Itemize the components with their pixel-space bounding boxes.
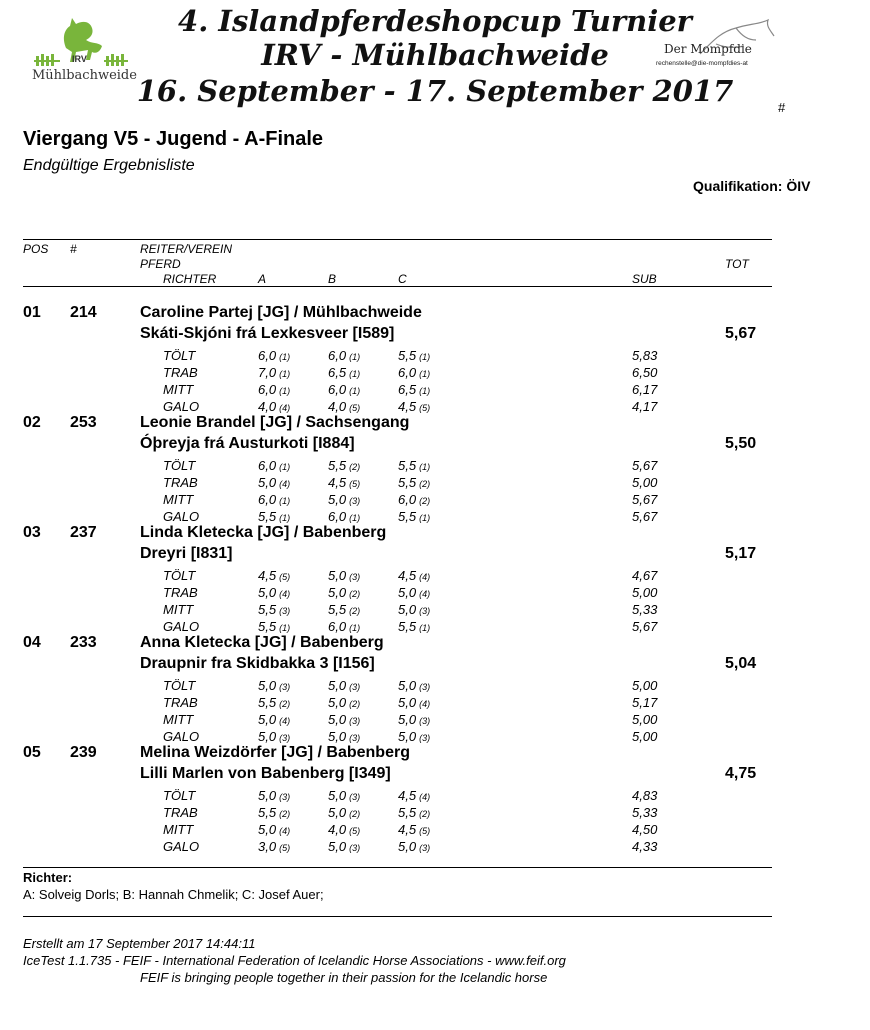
gait-score-c <box>398 788 430 803</box>
judge-rank: (1) <box>419 369 431 379</box>
gait-score-b <box>328 475 360 490</box>
gait-score-a <box>258 399 290 414</box>
judge-score: 5,0 <box>398 678 417 693</box>
judge-score: 4,5 <box>398 568 417 583</box>
gait-score-c <box>398 729 430 744</box>
result-num: 233 <box>70 634 97 651</box>
judge-score: 4,5 <box>258 568 277 583</box>
judges-label: Richter: <box>23 870 73 885</box>
judge-score: 6,0 <box>328 348 347 363</box>
result-rider: Leonie Brandel [JG] / Sachsengang <box>140 414 410 431</box>
judge-score: 4,0 <box>258 399 277 414</box>
judge-rank: (4) <box>419 699 431 709</box>
gait-score-b <box>328 585 360 600</box>
judge-score: 5,0 <box>398 712 417 727</box>
judge-score: 6,0 <box>328 509 347 524</box>
gait-score-a <box>258 492 290 507</box>
gait-score-b <box>328 382 360 397</box>
judge-rank: (2) <box>419 496 431 506</box>
gait-sub: 5,00 <box>632 475 658 490</box>
judge-rank: (1) <box>279 369 291 379</box>
judge-rank: (4) <box>419 572 431 582</box>
judge-score: 4,5 <box>398 399 417 414</box>
judge-rank: (5) <box>279 572 291 582</box>
gait-name: TRAB <box>163 805 198 820</box>
judge-score: 4,5 <box>398 788 417 803</box>
gait-score-a <box>258 678 290 693</box>
gait-score-c <box>398 458 430 473</box>
judge-score: 5,0 <box>398 695 417 710</box>
judge-rank: (1) <box>349 623 361 633</box>
judge-score: 6,0 <box>328 382 347 397</box>
result-num: 214 <box>70 304 97 321</box>
judge-score: 5,0 <box>258 822 277 837</box>
judge-score: 5,5 <box>258 805 277 820</box>
judge-score: 6,0 <box>398 365 417 380</box>
judge-rank: (3) <box>279 792 291 802</box>
judge-score: 5,5 <box>398 348 417 363</box>
judge-rank: (4) <box>419 792 431 802</box>
judge-score: 5,5 <box>258 509 277 524</box>
gait-score-b <box>328 712 360 727</box>
gait-score-a <box>258 839 290 854</box>
judge-score: 5,0 <box>328 712 347 727</box>
result-pos: 04 <box>23 634 41 651</box>
gait-score-a <box>258 602 290 617</box>
gait-score-b <box>328 839 360 854</box>
result-total: 4,75 <box>725 765 757 782</box>
judge-score: 5,0 <box>398 585 417 600</box>
gait-score-a <box>258 509 290 524</box>
result-pos: 01 <box>23 304 41 321</box>
judge-rank: (2) <box>349 462 361 472</box>
judge-score: 5,5 <box>328 458 347 473</box>
gait-score-a <box>258 822 290 837</box>
result-pos: 03 <box>23 524 41 541</box>
results-end-rule <box>23 867 772 868</box>
gait-score-c <box>398 839 430 854</box>
judge-score: 5,0 <box>258 788 277 803</box>
gait-score-a <box>258 695 290 710</box>
judge-score: 5,5 <box>258 619 277 634</box>
judge-rank: (2) <box>349 589 361 599</box>
gait-name: TÖLT <box>163 788 196 803</box>
judge-rank: (5) <box>349 479 361 489</box>
judge-score: 6,0 <box>258 348 277 363</box>
logo-left-name: Mühlbachweide <box>32 68 137 83</box>
judge-rank: (4) <box>279 716 291 726</box>
judge-rank: (5) <box>349 403 361 413</box>
result-rider: Melina Weizdörfer [JG] / Babenberg <box>140 744 410 761</box>
hash-mark: # <box>778 100 786 115</box>
gait-score-b <box>328 509 360 524</box>
header-top-rule <box>23 239 772 240</box>
gait-score-c <box>398 822 430 837</box>
judge-score: 5,0 <box>398 839 417 854</box>
judge-rank: (2) <box>349 809 361 819</box>
gait-score-b <box>328 365 360 380</box>
judge-score: 6,0 <box>398 492 417 507</box>
gait-sub: 5,67 <box>632 619 658 634</box>
event-date-line: 16. September - 17. September 2017 <box>136 74 734 108</box>
col-c: C <box>398 272 407 286</box>
judge-rank: (3) <box>419 606 431 616</box>
gait-score-b <box>328 695 360 710</box>
gait-sub: 6,50 <box>632 365 658 380</box>
result-rider: Caroline Partej [JG] / Mühlbachweide <box>140 304 422 321</box>
judge-score: 5,0 <box>328 788 347 803</box>
gait-score-c <box>398 382 430 397</box>
logo-left-abbr: IRV <box>72 54 87 64</box>
gait-score-b <box>328 348 360 363</box>
col-num: # <box>70 242 77 256</box>
gait-sub: 5,67 <box>632 458 658 473</box>
result-rider: Linda Kletecka [JG] / Babenberg <box>140 524 387 541</box>
judge-score: 6,5 <box>328 365 347 380</box>
result-total: 5,04 <box>725 655 757 672</box>
gait-sub: 4,83 <box>632 788 658 803</box>
judge-score: 4,5 <box>398 822 417 837</box>
gait-sub: 5,00 <box>632 729 658 744</box>
judge-score: 6,5 <box>398 382 417 397</box>
gait-name: TRAB <box>163 695 198 710</box>
page-subtitle: Endgültige Ergebnisliste <box>23 157 195 174</box>
judge-score: 5,0 <box>258 712 277 727</box>
judge-rank: (1) <box>419 513 431 523</box>
judge-score: 5,0 <box>328 729 347 744</box>
judge-score: 5,0 <box>328 568 347 583</box>
result-num: 237 <box>70 524 97 541</box>
gait-score-a <box>258 729 290 744</box>
judge-rank: (1) <box>419 386 431 396</box>
result-horse: Óþreyja frá Austurkoti [I884] <box>140 435 355 452</box>
gait-name: MITT <box>163 602 194 617</box>
judge-rank: (3) <box>349 716 361 726</box>
judge-rank: (1) <box>279 496 291 506</box>
logo-muehlbachweide <box>30 8 135 88</box>
judge-rank: (3) <box>279 682 291 692</box>
gait-sub: 4,33 <box>632 839 658 854</box>
gait-sub: 6,17 <box>632 382 658 397</box>
judge-rank: (1) <box>279 386 291 396</box>
col-horse: PFERD <box>140 257 181 271</box>
judge-score: 5,5 <box>398 475 417 490</box>
gait-sub: 5,17 <box>632 695 658 710</box>
gait-name: TÖLT <box>163 678 196 693</box>
judge-score: 5,0 <box>258 729 277 744</box>
gait-score-c <box>398 492 430 507</box>
judge-rank: (3) <box>419 843 431 853</box>
judge-rank: (1) <box>279 623 291 633</box>
judge-rank: (2) <box>419 809 431 819</box>
gait-name: MITT <box>163 822 194 837</box>
qualification-label: Qualifikation: ÖIV <box>693 178 811 194</box>
gait-score-b <box>328 805 360 820</box>
gait-name: GALO <box>163 509 200 524</box>
gait-name: GALO <box>163 729 200 744</box>
judge-score: 6,0 <box>258 492 277 507</box>
gait-score-c <box>398 509 430 524</box>
col-judge: RICHTER <box>163 272 217 286</box>
judge-rank: (1) <box>349 352 361 362</box>
header-bottom-rule <box>23 286 772 287</box>
gait-score-c <box>398 348 430 363</box>
col-tot: TOT <box>725 257 749 271</box>
gait-sub: 5,33 <box>632 602 658 617</box>
judge-rank: (1) <box>349 513 361 523</box>
result-num: 239 <box>70 744 97 761</box>
gait-score-b <box>328 602 360 617</box>
gait-score-b <box>328 729 360 744</box>
judge-score: 4,5 <box>328 475 347 490</box>
footer-slogan: FEIF is bringing people together in their passion for the Icelandic horse <box>140 970 548 985</box>
gait-score-a <box>258 348 290 363</box>
judge-score: 5,0 <box>258 585 277 600</box>
gait-score-a <box>258 788 290 803</box>
gait-name: MITT <box>163 492 194 507</box>
judge-rank: (2) <box>349 699 361 709</box>
page-title: Viergang V5 - Jugend - A-Finale <box>23 128 324 150</box>
gait-score-c <box>398 805 430 820</box>
judge-rank: (1) <box>419 352 431 362</box>
judge-rank: (5) <box>279 843 291 853</box>
judge-rank: (3) <box>349 572 361 582</box>
judge-score: 5,0 <box>398 729 417 744</box>
gait-score-b <box>328 822 360 837</box>
judge-score: 6,0 <box>258 458 277 473</box>
gait-sub: 4,50 <box>632 822 658 837</box>
judge-rank: (3) <box>419 716 431 726</box>
gait-sub: 5,00 <box>632 585 658 600</box>
result-num: 253 <box>70 414 97 431</box>
gait-sub: 5,00 <box>632 678 658 693</box>
gait-name: TRAB <box>163 365 198 380</box>
gait-score-c <box>398 619 430 634</box>
judge-score: 5,0 <box>328 678 347 693</box>
footer-created: Erstellt am 17 September 2017 14:44:11 <box>23 936 256 951</box>
result-total: 5,17 <box>725 545 757 562</box>
judge-score: 5,0 <box>328 492 347 507</box>
judge-score: 5,0 <box>328 585 347 600</box>
judge-rank: (3) <box>419 682 431 692</box>
judge-rank: (3) <box>349 682 361 692</box>
judge-score: 6,0 <box>258 382 277 397</box>
logo-right-email: rechenstelle@die-mompfdies-at <box>656 60 748 67</box>
gait-score-c <box>398 475 430 490</box>
judge-rank: (5) <box>349 826 361 836</box>
judge-rank: (4) <box>279 403 291 413</box>
gait-score-c <box>398 695 430 710</box>
result-total: 5,50 <box>725 435 757 452</box>
judge-rank: (1) <box>279 513 291 523</box>
judge-score: 5,5 <box>398 509 417 524</box>
logo-right-name: Der Mompfdie <box>664 42 752 56</box>
gait-name: MITT <box>163 382 194 397</box>
event-title-line-2: IRV - Mühlbachweide <box>261 38 609 72</box>
judge-rank: (1) <box>279 352 291 362</box>
judge-score: 5,5 <box>258 695 277 710</box>
gait-sub: 4,67 <box>632 568 658 583</box>
col-sub: SUB <box>632 272 657 286</box>
judge-rank: (4) <box>279 589 291 599</box>
gait-score-c <box>398 712 430 727</box>
judge-rank: (3) <box>279 606 291 616</box>
judges-list: A: Solveig Dorls; B: Hannah Chmelik; C: Josef Auer; <box>23 887 324 902</box>
result-horse: Lilli Marlen von Babenberg [I349] <box>140 765 391 782</box>
judge-rank: (4) <box>279 826 291 836</box>
col-a: A <box>258 272 267 286</box>
gait-score-b <box>328 492 360 507</box>
gait-sub: 5,33 <box>632 805 658 820</box>
judge-rank: (1) <box>419 462 431 472</box>
judge-score: 5,5 <box>398 619 417 634</box>
gait-score-a <box>258 382 290 397</box>
judge-score: 5,5 <box>398 458 417 473</box>
gait-name: TÖLT <box>163 348 196 363</box>
gait-sub: 5,67 <box>632 509 658 524</box>
judge-rank: (3) <box>419 733 431 743</box>
gait-score-a <box>258 619 290 634</box>
gait-score-b <box>328 678 360 693</box>
judge-score: 5,0 <box>328 839 347 854</box>
judge-score: 3,0 <box>258 839 277 854</box>
gait-name: MITT <box>163 712 194 727</box>
judge-rank: (2) <box>279 809 291 819</box>
judge-score: 5,0 <box>258 475 277 490</box>
judge-rank: (3) <box>349 733 361 743</box>
gait-sub: 5,83 <box>632 348 658 363</box>
gait-score-b <box>328 399 360 414</box>
gait-score-a <box>258 712 290 727</box>
col-rider: REITER/VEREIN <box>140 242 233 256</box>
judge-rank: (1) <box>349 369 361 379</box>
gait-score-b <box>328 619 360 634</box>
gait-score-c <box>398 585 430 600</box>
gait-score-c <box>398 568 430 583</box>
gait-name: TÖLT <box>163 568 196 583</box>
gait-name: GALO <box>163 399 200 414</box>
col-pos: POS <box>23 242 49 256</box>
gait-score-c <box>398 399 430 414</box>
gait-score-a <box>258 585 290 600</box>
gait-score-a <box>258 568 290 583</box>
logo-der-mompfdie <box>652 18 780 82</box>
judge-score: 5,0 <box>328 695 347 710</box>
result-rider: Anna Kletecka [JG] / Babenberg <box>140 634 384 651</box>
gait-score-c <box>398 602 430 617</box>
judge-score: 4,0 <box>328 399 347 414</box>
gait-score-c <box>398 365 430 380</box>
judge-rank: (3) <box>349 843 361 853</box>
gait-name: GALO <box>163 619 200 634</box>
gait-sub: 5,00 <box>632 712 658 727</box>
judge-rank: (1) <box>279 462 291 472</box>
footer-software: IceTest 1.1.735 - FEIF - International Federation of Icelandic Horse Associations - www.feif.org <box>23 953 566 968</box>
event-title-line-1: 4. Islandpferdeshopcup Turnier <box>178 4 692 38</box>
col-b: B <box>328 272 337 286</box>
result-pos: 02 <box>23 414 41 431</box>
judge-score: 6,0 <box>328 619 347 634</box>
gait-score-a <box>258 805 290 820</box>
gait-score-a <box>258 475 290 490</box>
judge-score: 7,0 <box>258 365 277 380</box>
gait-score-b <box>328 788 360 803</box>
judge-rank: (3) <box>349 496 361 506</box>
result-horse: Skáti-Skjóni frá Lexkesveer [I589] <box>140 325 395 342</box>
judge-rank: (4) <box>419 589 431 599</box>
judge-score: 4,0 <box>328 822 347 837</box>
judge-rank: (1) <box>419 623 431 633</box>
gait-sub: 5,67 <box>632 492 658 507</box>
gait-score-a <box>258 458 290 473</box>
result-total: 5,67 <box>725 325 757 342</box>
gait-score-b <box>328 458 360 473</box>
judge-rank: (5) <box>419 826 431 836</box>
judge-score: 5,0 <box>258 678 277 693</box>
judge-rank: (3) <box>279 733 291 743</box>
footer-rule <box>23 916 772 917</box>
result-pos: 05 <box>23 744 41 761</box>
judge-score: 5,5 <box>398 805 417 820</box>
gait-name: GALO <box>163 839 200 854</box>
judge-rank: (2) <box>349 606 361 616</box>
gait-score-a <box>258 365 290 380</box>
judge-score: 5,5 <box>258 602 277 617</box>
gait-score-c <box>398 678 430 693</box>
gait-name: TRAB <box>163 585 198 600</box>
judge-rank: (3) <box>349 792 361 802</box>
judge-score: 5,0 <box>398 602 417 617</box>
judge-rank: (5) <box>419 403 431 413</box>
result-horse: Draupnir fra Skidbakka 3 [I156] <box>140 655 375 672</box>
gait-name: TRAB <box>163 475 198 490</box>
judge-score: 5,5 <box>328 602 347 617</box>
gait-sub: 4,17 <box>632 399 658 414</box>
judge-rank: (2) <box>419 479 431 489</box>
judge-rank: (4) <box>279 479 291 489</box>
result-horse: Dreyri [I831] <box>140 545 233 562</box>
judge-rank: (1) <box>349 386 361 396</box>
gait-name: TÖLT <box>163 458 196 473</box>
judge-score: 5,0 <box>328 805 347 820</box>
judge-rank: (2) <box>279 699 291 709</box>
gait-score-b <box>328 568 360 583</box>
